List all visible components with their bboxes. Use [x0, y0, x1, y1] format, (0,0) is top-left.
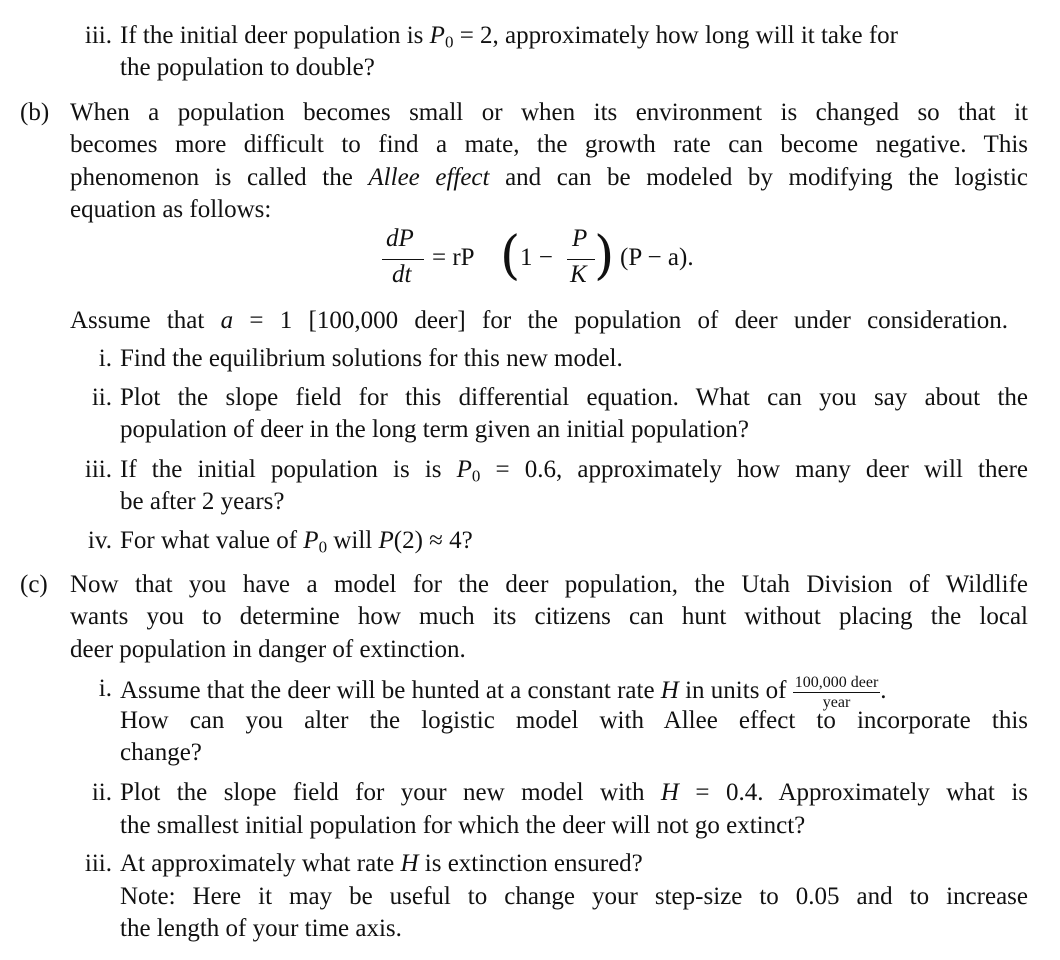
item-b-iii-line2: be after 2 years?: [120, 488, 285, 515]
part-c-line1: Now that you have a model for the deer population, the Utah Division of Wildlife: [70, 571, 1028, 598]
part-b-label: (b): [20, 99, 50, 126]
part-b-line2: becomes more difficult to find a mate, the growth rate can become negative. This: [70, 131, 1028, 158]
part-b-line1: When a population becomes small or when its environment is changed so that it: [70, 99, 1028, 126]
item-c-ii-line1: Plot the slope field for your new model with H = 0.4. Approximately what is: [120, 779, 1028, 806]
eq-one-minus: 1 −: [520, 244, 553, 271]
item-c-i-line3: change?: [120, 739, 202, 766]
eq-K-den: K: [570, 261, 587, 288]
item-c-iii-line2: Note: Here it may be useful to change your step-size to 0.05 and to increase: [120, 883, 1028, 910]
item-a-iii-line2: the population to double?: [120, 54, 375, 81]
item-c-iii-line3: the length of your time axis.: [120, 915, 402, 942]
item-b-iii-line1: If the initial population is is $P_0 = 0.6$, approximately how many deer will there: [120, 456, 1028, 486]
item-a-iii-line1: If the initial deer population is $P_0 = 2$, approximately how long will it take for: [120, 22, 899, 52]
part-b-line3: phenomenon is called the Allee effect and can be modeled by modifying the logistic: [70, 164, 1028, 191]
eq-dt: dt: [392, 261, 412, 288]
item-label-b-ii: ii.: [91, 384, 112, 411]
eq-left-paren: (: [500, 226, 521, 286]
item-c-ii-line2: the smallest initial population for which the deer will not go extinct?: [120, 812, 806, 839]
allee-equation: [380, 224, 740, 294]
eq-P-num: P: [572, 225, 588, 252]
part-b-line4: equation as follows:: [70, 196, 272, 223]
item-c-i-line1: Assume that the deer will be hunted at a constant rate H in units of $\frac{\text{100,000 deer}}{\text{year}}$ .: [120, 674, 887, 711]
item-label-b-iii: iii.: [84, 456, 112, 483]
item-label-c-ii: ii.: [91, 779, 112, 806]
part-c-label: (c): [20, 571, 48, 598]
eq-equals-rP: = rP: [432, 244, 475, 271]
item-b-i-line1: Find the equilibrium solutions for this new model.: [120, 345, 623, 372]
item-b-iv-line1: For what value of $P_0$ will P(2) ≈ 4?: [120, 527, 473, 557]
item-label-b-i: i.: [98, 345, 112, 372]
part-c-line3: deer population in danger of extinction.: [70, 636, 466, 663]
eq-dP: dP: [386, 225, 414, 252]
item-label-c-i: i.: [98, 675, 112, 702]
eq-right-paren: ): [594, 226, 615, 286]
item-b-ii-line1: Plot the slope field for this differential equation. What can you say about the: [120, 384, 1028, 411]
item-b-ii-line2: population of deer in the long term given an initial population?: [120, 416, 750, 443]
item-c-iii-line1: At approximately what rate H is extinction ensured?: [120, 850, 643, 877]
part-c-line2: wants you to determine how much its citizens can hunt without placing the local: [70, 603, 1028, 630]
units-fraction: $\frac{\text{100,000 deer}}{\text{year}}$: [794, 674, 879, 711]
allee-effect-term: Allee effect: [368, 164, 490, 191]
item-label-b-iv: iv.: [87, 527, 112, 554]
item-label-c-iii: iii.: [84, 850, 112, 877]
part-b-assume: Assume that a = 1 [100,000 deer] for the population of deer under consideration.: [70, 307, 1009, 334]
eq-tail: (P − a).: [620, 244, 694, 271]
item-label-a-iii: iii.: [84, 22, 112, 49]
item-c-i-line2: How can you alter the logistic model with Allee effect to incorporate this: [120, 707, 1028, 734]
